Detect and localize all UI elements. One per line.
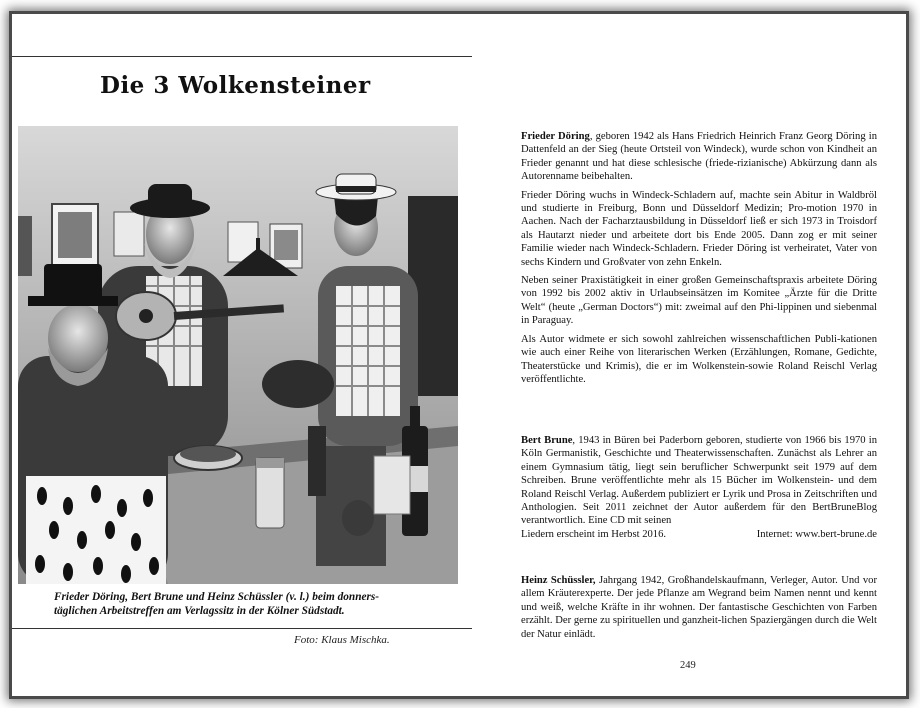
page-number: 249 bbox=[680, 660, 696, 671]
bio-paragraph: Neben seiner Praxistätigkeit in einer großen Gemeinschaftspraxis arbeitete Döring von 1992 bis 2002 aktiv in Urlaubseinsätzen im Komitee „Ärzte für die Dritte Welt“ (heute „German Doctors“) mit: zweimal auf den Phi-lippinen und siebenmal in Paraguay. bbox=[521, 275, 877, 327]
left-page bbox=[12, 14, 462, 696]
bio-bert-brune bbox=[521, 434, 877, 541]
chapter-title: Die 3 Wolkensteiner bbox=[100, 72, 371, 99]
top-rule bbox=[12, 56, 472, 57]
author-name: Heinz Schüssler, bbox=[521, 575, 596, 586]
bio-text: Jahrgang 1942, Großhandelskaufmann, Verleger, Autor. Und vor allem Kräuterexperte. Der jede Pflanze am Wegrand beim Namen nennt und kennt und weiß, welche Kräfte in ihr wohnen. Der fantastische Geschichten von Farben erzählt. Der gerne zu spirituellen und ganzheit-lichen Spaziergängen durch die Welt der Natur einlädt. bbox=[521, 575, 877, 640]
author-name: Frieder Döring bbox=[521, 131, 590, 142]
bio-paragraph bbox=[521, 574, 877, 641]
website-link[interactable]: Internet: www.bert-brune.de bbox=[756, 528, 877, 540]
photo-caption bbox=[54, 590, 394, 618]
bio-frieder-doering bbox=[521, 130, 877, 391]
bio-heinz-schuessler bbox=[521, 574, 877, 646]
bio-paragraph bbox=[521, 130, 877, 184]
bio-paragraph: Als Autor widmete er sich sowohl zahlreichen wissenschaftlichen Publi-kationen wie auch einer Reihe von literarischen Werken (Erzählungen, Romane, Gedichte, Theaterstücke und Krimis), die er im Wolkenstein-sowie Roland Reischl Verlag veröffentlichte. bbox=[521, 333, 877, 385]
bio-text: Liedern erscheint im Herbst 2016. bbox=[521, 528, 667, 540]
book-spread bbox=[12, 14, 906, 696]
bio-paragraph: Frieder Döring wuchs in Windeck-Schladern auf, machte sein Abitur in Waldbröl und studierte in Freiburg, Bonn und Düsseldorf Medizin; Pro-motion 1970 in Aachen. Nach der Facharztausbildung in Düsseldorf ließ er sich 1973 in Troisdorf als Hautarzt nieder und arbeitete dort bis Ende 2005. Dann zog er mit seiner Familie wieder nach Windeck-Schladern. Frieder Döring ist verheiratet, Vater von sechs Kindern und Großvater von zehn Enkeln. bbox=[521, 189, 877, 268]
right-page bbox=[462, 14, 906, 696]
group-photo bbox=[18, 126, 458, 584]
bio-text: , 1943 in Büren bei Paderborn geboren, studierte von 1966 bis 1970 in Köln Germanistik, Geschichte und Theaterwissenschaften. Zunächst als Lehrer an einem Gymnasium tätig, liegt sein beruflicher Schwerpunkt seit 1979 auf dem Schreiben. Brune veröffentlichte mehr als 15 Bücher im Wolkenstein- und dem Roland Reischl Verlag. Außerdem publiziert er Lyrik und Prosa in Zeitschriften und Anthologien. Seit 2011 zeichnet der Autor außerdem für den BertBruneBlog verantwortlich. Eine CD mit seinen bbox=[521, 435, 877, 527]
bio-text: , geboren 1942 als Hans Friedrich Heinrich Franz Georg Döring in Dattenfeld an der Sieg (heute Ortsteil von Windeck), wurde schon von Kindheit an Frieder genannt und hat diese schlesische (friede-rizianische) Abkürzung dann als Autorenname beibehalten. bbox=[521, 131, 878, 183]
bottom-rule bbox=[12, 628, 472, 629]
photo-credit: Foto: Klaus Mischka. bbox=[294, 634, 390, 646]
caption-line-2: täglichen Arbeitstreffen am Verlagssitz in der Kölner Südstadt. bbox=[54, 605, 345, 617]
caption-line-1: Frieder Döring, Bert Brune und Heinz Schüssler (v. l.) beim donners- bbox=[54, 591, 380, 603]
author-name: Bert Brune bbox=[521, 435, 573, 446]
bio-last-line bbox=[521, 528, 877, 541]
bio-paragraph bbox=[521, 434, 877, 528]
